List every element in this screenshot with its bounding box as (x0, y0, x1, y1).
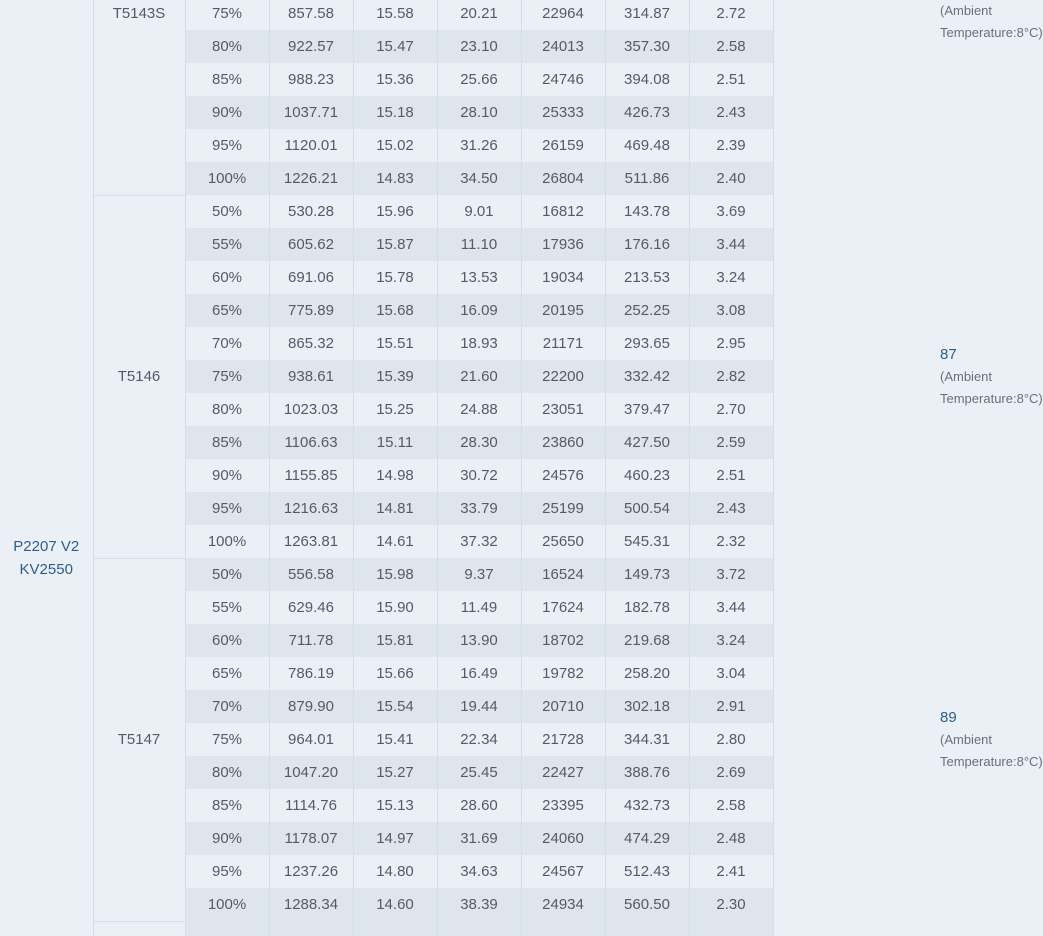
power-cell: 213.53 (605, 261, 689, 294)
rpm-cell: 24567 (521, 855, 605, 888)
voltage-cell: 15.66 (353, 657, 437, 690)
rpm-cell: 23860 (521, 426, 605, 459)
load-cell: 857.58 (269, 0, 353, 30)
voltage-cell: 15.39 (353, 360, 437, 393)
power-cell: 332.42 (605, 360, 689, 393)
load-cell: 1237.26 (269, 855, 353, 888)
rpm-cell: 26159 (521, 129, 605, 162)
voltage-cell: 15.18 (353, 96, 437, 129)
current-cell: 34.50 (437, 162, 521, 195)
efficiency-cell: 3.24 (689, 624, 773, 657)
spacer-cell (773, 492, 940, 525)
efficiency-cell: 3.72 (689, 558, 773, 591)
load-cell: 629.46 (269, 591, 353, 624)
rpm-cell: 24576 (521, 459, 605, 492)
voltage-cell: 15.68 (353, 294, 437, 327)
spacer-cell (773, 624, 940, 657)
throttle-cell: 95% (185, 855, 269, 888)
load-cell: 1288.34 (269, 888, 353, 921)
load-cell: 1120.01 (269, 129, 353, 162)
efficiency-cell: 2.40 (689, 162, 773, 195)
load-cell: 988.23 (269, 63, 353, 96)
voltage-cell: 15.47 (353, 30, 437, 63)
efficiency-cell: 2.48 (689, 822, 773, 855)
throttle-cell: 50% (185, 195, 269, 228)
power-cell: 512.43 (605, 855, 689, 888)
spacer-cell (773, 0, 940, 30)
efficiency-cell: 2.43 (689, 492, 773, 525)
current-cell: 9.37 (437, 558, 521, 591)
throttle-cell: 95% (185, 129, 269, 162)
power-cell: 432.73 (605, 789, 689, 822)
voltage-cell: 14.98 (353, 459, 437, 492)
empty-cell (521, 921, 605, 936)
spacer-cell (773, 96, 940, 129)
power-cell: 379.47 (605, 393, 689, 426)
throttle-cell: 55% (185, 591, 269, 624)
voltage-cell: 14.81 (353, 492, 437, 525)
rpm-cell: 16524 (521, 558, 605, 591)
efficiency-cell: 2.41 (689, 855, 773, 888)
power-cell: 460.23 (605, 459, 689, 492)
spacer-cell (773, 921, 940, 936)
efficiency-cell: 2.69 (689, 756, 773, 789)
current-cell: 18.93 (437, 327, 521, 360)
load-cell: 1155.85 (269, 459, 353, 492)
load-cell: 1263.81 (269, 525, 353, 558)
rpm-cell: 19034 (521, 261, 605, 294)
spacer-cell (773, 690, 940, 723)
efficiency-cell: 3.08 (689, 294, 773, 327)
spacer-cell (773, 888, 940, 921)
rpm-cell: 23395 (521, 789, 605, 822)
load-cell: 1216.63 (269, 492, 353, 525)
current-cell: 20.21 (437, 0, 521, 30)
rpm-cell: 25650 (521, 525, 605, 558)
power-cell: 357.30 (605, 30, 689, 63)
rpm-cell: 21728 (521, 723, 605, 756)
spacer-cell (773, 360, 940, 393)
table-row: P2207 V2 KV2550 T5143S 75% 857.58 15.58 20.21 22964 314.87 2.72 (Ambient Temperature:8°C) (0, 0, 940, 30)
efficiency-cell: 2.91 (689, 690, 773, 723)
propeller-name-cell: T5143S (93, 0, 185, 195)
throttle-cell: 70% (185, 327, 269, 360)
spacer-cell (773, 294, 940, 327)
voltage-cell: 15.13 (353, 789, 437, 822)
efficiency-cell: 2.70 (689, 393, 773, 426)
voltage-cell: 15.54 (353, 690, 437, 723)
throttle-cell: 80% (185, 30, 269, 63)
power-cell: 500.54 (605, 492, 689, 525)
empty-cell (689, 921, 773, 936)
efficiency-cell: 2.32 (689, 525, 773, 558)
load-cell: 865.32 (269, 327, 353, 360)
load-cell: 1023.03 (269, 393, 353, 426)
efficiency-cell: 3.69 (689, 195, 773, 228)
efficiency-cell: 2.43 (689, 96, 773, 129)
power-cell: 293.65 (605, 327, 689, 360)
rpm-cell: 24746 (521, 63, 605, 96)
rpm-cell: 17936 (521, 228, 605, 261)
efficiency-cell: 2.59 (689, 426, 773, 459)
rpm-cell: 24013 (521, 30, 605, 63)
load-cell: 691.06 (269, 261, 353, 294)
load-cell: 938.61 (269, 360, 353, 393)
current-cell: 38.39 (437, 888, 521, 921)
efficiency-cell: 3.04 (689, 657, 773, 690)
load-cell: 786.19 (269, 657, 353, 690)
spacer-cell (773, 822, 940, 855)
efficiency-cell: 2.51 (689, 459, 773, 492)
power-cell: 426.73 (605, 96, 689, 129)
power-cell: 176.16 (605, 228, 689, 261)
efficiency-cell: 3.44 (689, 228, 773, 261)
rpm-cell: 25333 (521, 96, 605, 129)
power-cell: 149.73 (605, 558, 689, 591)
voltage-cell: 15.98 (353, 558, 437, 591)
voltage-cell: 15.25 (353, 393, 437, 426)
throttle-cell: 85% (185, 789, 269, 822)
efficiency-cell: 2.82 (689, 360, 773, 393)
current-cell: 28.30 (437, 426, 521, 459)
current-cell: 34.63 (437, 855, 521, 888)
rpm-cell: 19782 (521, 657, 605, 690)
rpm-cell: 24060 (521, 822, 605, 855)
table-row: T5147 50% 556.58 15.98 9.37 16524 149.73 3.72 89 (Ambient Temperature:8°C) (0, 558, 940, 591)
spacer-cell (773, 195, 940, 228)
table-row: T5146 50% 530.28 15.96 9.01 16812 143.78 3.69 87 (Ambient Temperature:8°C) (0, 195, 940, 228)
load-cell: 605.62 (269, 228, 353, 261)
load-cell: 964.01 (269, 723, 353, 756)
rpm-cell: 24934 (521, 888, 605, 921)
load-cell: 1037.71 (269, 96, 353, 129)
current-cell: 9.01 (437, 195, 521, 228)
spacer-cell (773, 525, 940, 558)
current-cell: 25.45 (437, 756, 521, 789)
spacer-cell (773, 228, 940, 261)
spacer-cell (773, 162, 940, 195)
throttle-cell: 55% (185, 228, 269, 261)
power-cell: 427.50 (605, 426, 689, 459)
voltage-cell: 14.61 (353, 525, 437, 558)
voltage-cell: 14.80 (353, 855, 437, 888)
propeller-name-cell (93, 921, 185, 936)
spacer-cell (773, 129, 940, 162)
throttle-cell: 75% (185, 360, 269, 393)
power-cell: 219.68 (605, 624, 689, 657)
throttle-cell: 90% (185, 822, 269, 855)
voltage-cell: 15.27 (353, 756, 437, 789)
voltage-cell: 15.11 (353, 426, 437, 459)
empty-cell (353, 921, 437, 936)
voltage-cell: 15.58 (353, 0, 437, 30)
power-cell: 143.78 (605, 195, 689, 228)
spacer-cell (773, 459, 940, 492)
efficiency-cell: 2.51 (689, 63, 773, 96)
rpm-cell: 26804 (521, 162, 605, 195)
power-cell: 394.08 (605, 63, 689, 96)
load-cell: 1114.76 (269, 789, 353, 822)
spacer-cell (773, 63, 940, 96)
empty-cell (269, 921, 353, 936)
power-cell: 344.31 (605, 723, 689, 756)
spacer-cell (773, 393, 940, 426)
voltage-cell: 14.83 (353, 162, 437, 195)
current-cell: 25.66 (437, 63, 521, 96)
current-cell: 22.34 (437, 723, 521, 756)
voltage-cell: 15.78 (353, 261, 437, 294)
throttle-cell: 60% (185, 261, 269, 294)
efficiency-cell: 2.72 (689, 0, 773, 30)
throttle-cell: 75% (185, 0, 269, 30)
voltage-cell: 15.02 (353, 129, 437, 162)
efficiency-cell: 3.24 (689, 261, 773, 294)
voltage-cell: 14.97 (353, 822, 437, 855)
rpm-cell: 18702 (521, 624, 605, 657)
current-cell: 23.10 (437, 30, 521, 63)
load-cell: 1106.63 (269, 426, 353, 459)
current-cell: 19.44 (437, 690, 521, 723)
throttle-cell: 90% (185, 96, 269, 129)
efficiency-cell: 3.44 (689, 591, 773, 624)
voltage-cell: 15.51 (353, 327, 437, 360)
current-cell: 37.32 (437, 525, 521, 558)
current-cell: 13.53 (437, 261, 521, 294)
efficiency-cell: 2.30 (689, 888, 773, 921)
spacer-cell (773, 327, 940, 360)
power-cell: 252.25 (605, 294, 689, 327)
rpm-cell: 22964 (521, 0, 605, 30)
throttle-cell: 100% (185, 162, 269, 195)
efficiency-cell: 2.58 (689, 30, 773, 63)
throttle-cell: 95% (185, 492, 269, 525)
voltage-cell: 14.60 (353, 888, 437, 921)
throttle-cell: 75% (185, 723, 269, 756)
spacer-cell (773, 558, 940, 591)
table-row (0, 921, 940, 936)
load-cell: 879.90 (269, 690, 353, 723)
efficiency-cell: 2.39 (689, 129, 773, 162)
power-cell: 469.48 (605, 129, 689, 162)
load-cell: 775.89 (269, 294, 353, 327)
voltage-cell: 15.96 (353, 195, 437, 228)
empty-cell (437, 921, 521, 936)
current-cell: 24.88 (437, 393, 521, 426)
spacer-cell (773, 30, 940, 63)
spacer-cell (773, 426, 940, 459)
power-cell: 474.29 (605, 822, 689, 855)
efficiency-cell: 2.58 (689, 789, 773, 822)
rpm-cell: 16812 (521, 195, 605, 228)
load-cell: 1178.07 (269, 822, 353, 855)
rpm-cell: 20195 (521, 294, 605, 327)
current-cell: 31.69 (437, 822, 521, 855)
current-cell: 11.49 (437, 591, 521, 624)
efficiency-cell: 2.95 (689, 327, 773, 360)
rpm-cell: 17624 (521, 591, 605, 624)
current-cell: 30.72 (437, 459, 521, 492)
throttle-cell: 90% (185, 459, 269, 492)
throttle-cell: 70% (185, 690, 269, 723)
throttle-cell: 100% (185, 525, 269, 558)
current-cell: 11.10 (437, 228, 521, 261)
load-cell: 530.28 (269, 195, 353, 228)
power-cell: 302.18 (605, 690, 689, 723)
current-cell: 31.26 (437, 129, 521, 162)
spacer-cell (773, 657, 940, 690)
throttle-cell: 100% (185, 888, 269, 921)
throttle-cell: 65% (185, 294, 269, 327)
throttle-cell: 80% (185, 393, 269, 426)
voltage-cell: 15.81 (353, 624, 437, 657)
current-cell: 21.60 (437, 360, 521, 393)
power-cell: 258.20 (605, 657, 689, 690)
throttle-cell: 65% (185, 657, 269, 690)
current-cell: 16.49 (437, 657, 521, 690)
rpm-cell: 25199 (521, 492, 605, 525)
propeller-name-cell: T5147 (93, 558, 185, 921)
rpm-cell: 22427 (521, 756, 605, 789)
rpm-cell: 20710 (521, 690, 605, 723)
power-cell: 314.87 (605, 0, 689, 30)
load-cell: 711.78 (269, 624, 353, 657)
motor-label-line: KV2550 (19, 561, 73, 578)
empty-cell (605, 921, 689, 936)
throttle-cell: 85% (185, 63, 269, 96)
voltage-cell: 15.36 (353, 63, 437, 96)
throttle-cell: 50% (185, 558, 269, 591)
voltage-cell: 15.41 (353, 723, 437, 756)
load-cell: 1226.21 (269, 162, 353, 195)
rpm-cell: 23051 (521, 393, 605, 426)
power-cell: 545.31 (605, 525, 689, 558)
spacer-cell (773, 855, 940, 888)
spacer-cell (773, 591, 940, 624)
propeller-name-cell: T5146 (93, 195, 185, 558)
load-cell: 1047.20 (269, 756, 353, 789)
power-cell: 182.78 (605, 591, 689, 624)
rpm-cell: 21171 (521, 327, 605, 360)
current-cell: 33.79 (437, 492, 521, 525)
power-cell: 560.50 (605, 888, 689, 921)
voltage-cell: 15.90 (353, 591, 437, 624)
spacer-cell (773, 261, 940, 294)
load-cell: 922.57 (269, 30, 353, 63)
efficiency-cell: 2.80 (689, 723, 773, 756)
current-cell: 28.10 (437, 96, 521, 129)
throttle-cell: 85% (185, 426, 269, 459)
current-cell: 16.09 (437, 294, 521, 327)
throttle-cell: 80% (185, 756, 269, 789)
rpm-cell: 22200 (521, 360, 605, 393)
spacer-cell (773, 789, 940, 822)
spacer-cell (773, 723, 940, 756)
empty-cell (185, 921, 269, 936)
motor-label-line: P2207 V2 (13, 538, 80, 555)
current-cell: 13.90 (437, 624, 521, 657)
power-cell: 388.76 (605, 756, 689, 789)
power-cell: 511.86 (605, 162, 689, 195)
voltage-cell: 15.87 (353, 228, 437, 261)
spacer-cell (773, 756, 940, 789)
current-cell: 28.60 (437, 789, 521, 822)
throttle-cell: 60% (185, 624, 269, 657)
motor-model-cell (0, 0, 93, 936)
load-cell: 556.58 (269, 558, 353, 591)
